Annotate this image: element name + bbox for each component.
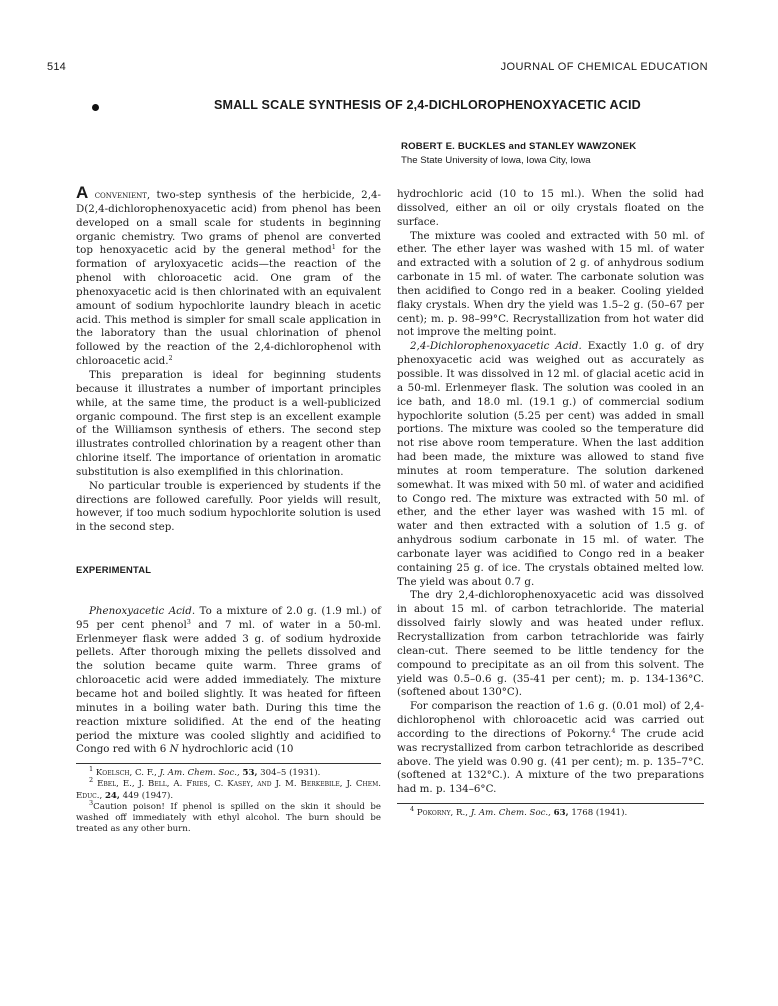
page-number: 514 xyxy=(47,61,66,73)
right-column xyxy=(397,188,704,819)
journal-running-head: JOURNAL OF CHEMICAL EDUCATION xyxy=(500,61,708,73)
article-authors: ROBERT E. BUCKLES and STANLEY WAWZONEK xyxy=(401,141,637,152)
footnote-3: $^3$Caution poison! If phenol is spilled on the skin it should be washed off immediately with ethyl alcohol. The burn should be treated as any other burn. xyxy=(76,798,381,835)
phenoxyacetic-paragraph: Phenoxyacetic Acid. To a mixture of 2.0 g. (1.9 ml.) of 95 per cent phenol$^3$ and 7 ml. of water in a 50-ml. Erlenmeyer flask were added 3 g. of sodium hydroxide pellets. After thorough mixing the pellets dissolved and the solution became quite warm. Three grams of chloroacetic acid were added immediately. The mixture became hot and boiled slightly. It was heated for fifteen minutes in a boiling water bath. During this time the reaction mixture solidified. At the end of the heating period the mixture was cooled slightly and acidified to Congo red with 6 N hydrochloric acid (10 xyxy=(76,604,381,756)
left-column xyxy=(76,183,381,835)
footnote-ref-1: 1 xyxy=(331,243,336,252)
subsection-title-phenoxyacetic: Phenoxyacetic Acid. xyxy=(89,604,196,617)
article-title: SMALL SCALE SYNTHESIS OF 2,4-DICHLOROPHENOXYACETIC ACID xyxy=(214,98,641,112)
footnote-4: $^4$ Pokorny, R., J. Am. Chem. Soc., 63, 1768 (1941). xyxy=(410,805,628,819)
dichlorophenoxyacetic-paragraph: 2,4-Dichlorophenoxyacetic Acid. Exactly 1.0 g. of dry phenoxyacetic acid was weighed out as accurately as possible. It was dissolved in 12 ml. of glacial acetic acid in a 50-ml. Erlenmeyer flask. The solution was cooled in an ice bath, and 18.0 ml. (19.1 g.) of commercial sodium hypochlorite solution (5.25 per cent) was added in small portions. The mixture was cooled so the temperature did not rise above room temperature. When the last addition had been made, the mixture was allowed to stand five minutes at room temperature. The solution darkened somewhat. It was mixed with 50 ml. of water and acidified to Congo red. The mixture was extracted with 50 ml. of ether, and the ether layer was washed with 15 ml. of water and then extracted with a solution of 1.5 g. of anhydrous sodium carbonate in 15 ml. of water. The carbonate layer was acidified to Congo red in a beaker containing 25 g. of ice. The crystals obtained melted low. The yield was about 0.7 g. xyxy=(397,340,704,588)
comparison-paragraph: For comparison the reaction of 1.6 g. (0.01 mol) of 2,4-dichlorophenol with chloroacetic acid was carried out according to the directions of Pokorny.$^4$ The crude acid was recrystallized from carbon tetrachloride as described above. The yield was 0.90 g. (41 per cent); m. p. 135–7°C. (softened at 132°C.). A mixture of the two preparations had m. p. 134–6°C. xyxy=(397,700,704,796)
footnotes-right xyxy=(397,805,704,819)
footnotes-left xyxy=(76,765,381,835)
phenoxyacetic-paragraph-2: The mixture was cooled and extracted with 50 ml. of ether. The ether layer was washed with 15 ml. of water and extracted with a solution of 2 g. of anhydrous sodium carbonate in 15 ml. of water. The carbonate solution was then acidified to Congo red in a beaker. Cooling yielded flaky crystals. When dry the yield was 1.5–2 g. (50–67 per cent); m. p. 98–99°C. Recrystallization from hot water did not improve the melting point. xyxy=(397,229,704,339)
phenoxy-continued-marker: hydrochloric acid (10 xyxy=(178,743,294,756)
dropcap: A xyxy=(76,183,89,202)
footnote-ref-2: 2 xyxy=(168,354,173,363)
footnote-2: $^2$ Ebel, E., J. Bell, A. Fries, C. Kasey, and J. M. Berkebile, J. Chem. Educ., 24, 449 (1947). xyxy=(76,776,381,801)
phenoxy-continued: hydrochloric acid (10 to 15 ml.). When the solid had dissolved, either an oil or oily crystals floated on the surface. xyxy=(397,188,704,228)
subsection-title-dichloro: 2,4-Dichlorophenoxyacetic Acid. xyxy=(410,340,582,353)
section-heading-experimental: EXPERIMENTAL xyxy=(76,564,152,576)
footnote-ref-4: 4 xyxy=(611,726,616,735)
bullet-dot-icon xyxy=(92,104,99,111)
footnote-divider-right xyxy=(397,803,704,804)
footnote-1: $^1$ Koelsch, C. F., J. Am. Chem. Soc., 53, 304–5 (1931). xyxy=(89,765,321,779)
footnote-divider xyxy=(76,763,381,764)
lead-smallcaps: convenient xyxy=(94,189,147,201)
footnote-ref-3: 3 xyxy=(186,617,191,626)
dichlorophenoxyacetic-paragraph-2: The dry 2,4-dichlorophenoxyacetic acid was dissolved in about 15 ml. of carbon tetrachloride. The material dissolved fairly slowly and was heated under reflux. Recrystallization from carbon tetrachloride was fairly clean-cut. There seemed to be little tendency for the compound to precipitate as an oil from this solvent. The yield was 0.5–0.6 g. (35-41 per cent); m. p. 134-136°C. (softened about 130°C). xyxy=(397,589,704,699)
intro-paragraph-1: A convenient, two-step synthesis of the herbicide, 2,4-D(2,4-dichlorophenoxyacetic acid) from phenol has been developed on a small scale for students in beginning organic chemistry. Two grams of phenol are converted top henoxyacetic acid by the general method$^1$ for the formation of aryloxyacetic acids—the reaction of the phenol with chloroacetic acid. One gram of the phenoxyacetic acid is then chlorinated with an equivalent amount of sodium hypochlorite laundry bleach in acetic acid. This method is simpler for small scale application in the laboratory than the usual chlorination of phenol followed by the reaction of the 2,4-dichlorophenol with chloroacetic acid.$^2$ xyxy=(76,183,381,368)
article-affiliation: The State University of Iowa, Iowa City, Iowa xyxy=(401,155,591,166)
intro-paragraph-2: This preparation is ideal for beginning students because it illustrates a number of important principles while, at the same time, the product is a well-publicized organic compound. The first step is an excellent example of the Williamson synthesis of ethers. The second step illustrates controlled chlorination by a reagent other than chlorine itself. The importance of orientation in aromatic substitution is also exemplified in this chlorination. xyxy=(76,368,381,478)
intro-paragraph-3: No particular trouble is experienced by students if the directions are followed carefully. Poor yields will result, however, if too much sodium hypochlorite solution is used in the second step. xyxy=(76,479,381,534)
